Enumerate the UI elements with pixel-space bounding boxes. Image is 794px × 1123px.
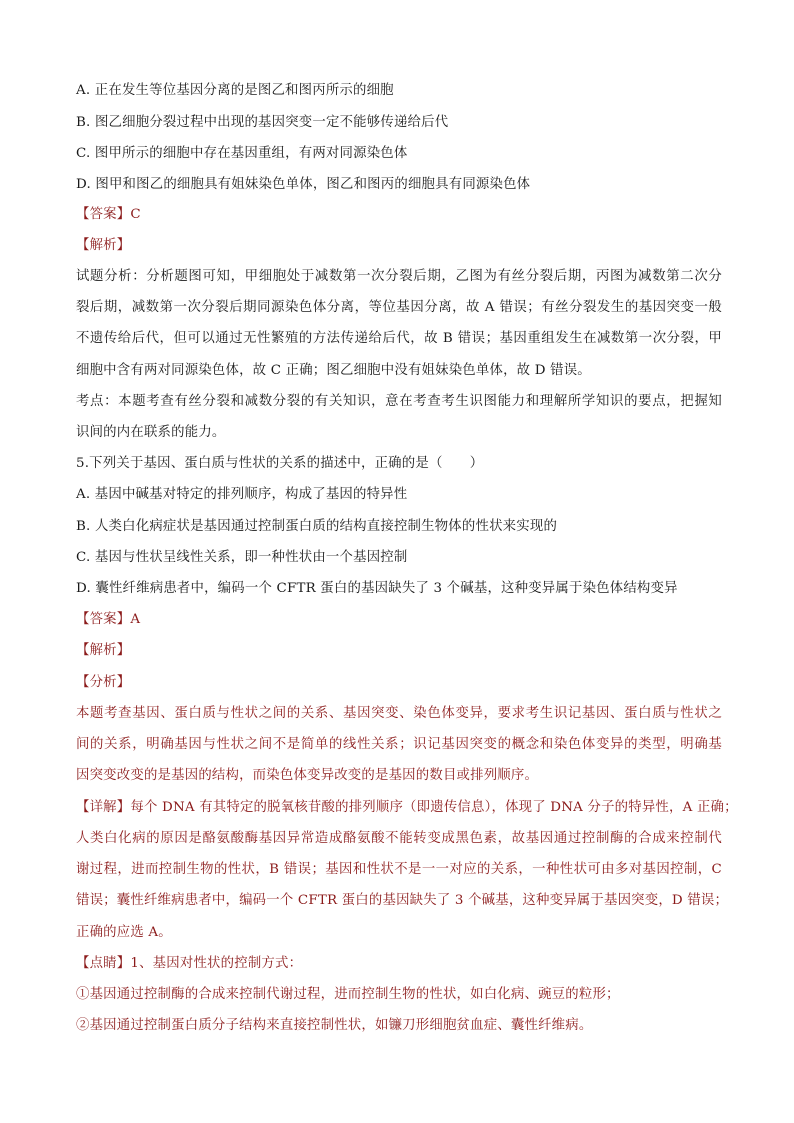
q5-fenxi-line: 本题考查基因、蛋白质与性状之间的关系、基因突变、染色体变异，要求考生识记基因、蛋白质与性状之 [76,706,722,721]
q5-option-d: D. 囊性纤维病患者中，编码一个 CFTR 蛋白的基因缺失了 3 个碱基，这种变异属于染色体结构变异 [76,581,678,596]
q5-dianjing-line-1 [76,955,302,973]
q5-dianjing-line: ②基因通过控制蛋白质分子结构来直接控制性状，如镰刀形细胞贫血症、囊性纤维病。 [76,1018,593,1033]
answer-value: A [130,612,141,627]
q4-option-b: B. 图乙细胞分裂过程中出现的基因突变一定不能够传递给后代 [76,115,449,130]
q5-option-b: B. 人类白化病症状是基因通过控制蛋白质的结构直接控制生物体的性状来实现的 [76,519,558,534]
answer-tag: 【答案】 [76,612,131,627]
q5-stem: 5.下列关于基因、蛋白质与性状的关系的描述中，正确的是（ ） [76,456,484,471]
dianjing-text: 1、基因对性状的控制方式： [130,956,303,971]
q5-analysis-tag: 【解析】 [76,643,131,658]
q5-xiangjie-line: 谢过程，进而控制生物的性状，B 错误；基因和性状不是一一对应的关系，一种性状可由多对基因控制，C [76,862,722,877]
q4-kaodian-line: 识间的内在联系的能力。 [76,425,226,440]
q4-option-c: C. 图甲所示的细胞中存在基因重组，有两对同源染色体 [76,146,408,161]
q5-fenxi-tag: 【分析】 [76,675,131,690]
q4-option-d: D. 图甲和图乙的细胞具有姐妹染色单体，图乙和图丙的细胞具有同源染色体 [76,177,531,192]
xiangjie-text: 每个 DNA 有其特定的脱氧核苷酸的排列顺序（即遗传信息），体现了 DNA 分子的特异性，A 正确； [130,800,738,815]
q4-analysis-tag: 【解析】 [76,238,131,253]
q5-answer [76,611,140,629]
q5-xiangjie-line: 人类白化病的原因是酪氨酸酶基因异常造成酪氨酸不能转变成黑色素，故基因通过控制酶的合成来控制代 [76,831,722,846]
q4-kaodian-line: 考点：本题考查有丝分裂和减数分裂的有关知识，意在考查考生识图能力和理解所学知识的要点，把握知 [76,394,722,409]
q4-analysis-line: 裂后期，减数第一次分裂后期同源染色体分离，等位基因分离，故 A 错误；有丝分裂发生的基因突变一般 [76,300,722,315]
q4-analysis-line: 细胞中含有两对同源染色体，故 C 正确；图乙细胞中没有姐妹染色单体，故 D 错误。 [76,363,591,378]
q4-answer [76,206,141,224]
q5-fenxi-line: 间的关系，明确基因与性状之间不是简单的线性关系；识记基因突变的概念和染色体变异的类型，明确基 [76,737,722,752]
q5-xiangjie-line: 正确的应选 A。 [76,925,172,940]
answer-value: C [130,207,141,222]
q5-fenxi-line: 因突变改变的是基因的结构，而染色体变异改变的是基因的数目或排列顺序。 [76,768,539,783]
q5-xiangjie-line: 错误；囊性纤维病患者中，编码一个 CFTR 蛋白的基因缺失了 3 个碱基，这种变异属于基因突变，D 错误； [76,893,729,908]
q5-option-c: C. 基因与性状呈线性关系，即一种性状由一个基因控制 [76,550,408,565]
xiangjie-tag: 【详解】 [76,800,131,815]
dianjing-tag: 【点睛】 [76,956,131,971]
q5-dianjing-line: ①基因通过控制酶的合成来控制代谢过程，进而控制生物的性状，如白化病、豌豆的粒形； [76,987,620,1002]
q4-analysis-line: 不遗传给后代，但可以通过无性繁殖的方法传递给后代，故 B 错误；基因重组发生在减数第一次分裂，甲 [76,331,722,346]
q4-option-a: A. 正在发生等位基因分离的是图乙和图丙所示的细胞 [76,83,394,98]
q5-option-a: A. 基因中碱基对特定的排列顺序，构成了基因的特异性 [76,487,408,502]
q5-xiangjie-line-1 [76,799,738,817]
answer-tag: 【答案】 [76,207,131,222]
q4-analysis-line: 试题分析：分析题图可知，甲细胞处于减数第一次分裂后期，乙图为有丝分裂后期，丙图为减数第二次分 [76,269,722,284]
